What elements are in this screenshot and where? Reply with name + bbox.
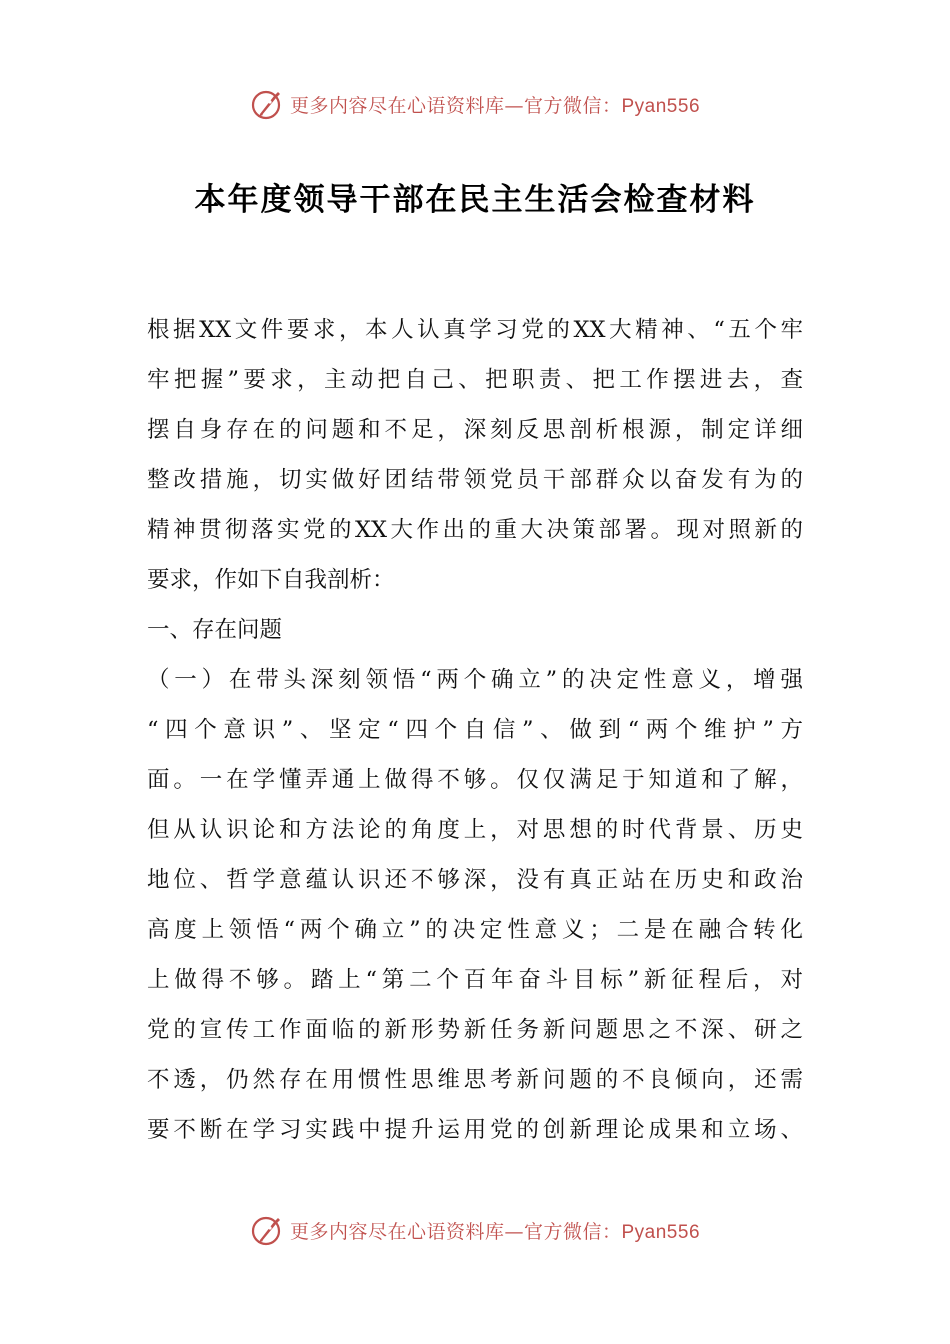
paragraph-line: 上做得不够。踏上“第二个百年奋斗目标”新征程后，对 xyxy=(147,967,803,993)
pen-nib-logo-icon xyxy=(250,86,286,122)
paragraph-line: 党的宣传工作面临的新形势新任务新问题思之不深、研之 xyxy=(147,1017,803,1043)
pen-nib-logo-icon xyxy=(250,1212,286,1248)
document-body xyxy=(147,305,803,1155)
section-heading: 一、存在问题 xyxy=(147,617,283,643)
paragraph-line: 牢把握”要求，主动把自己、把职责、把工作摆进去，查 xyxy=(147,367,803,393)
paragraph-line: 地位、哲学意蕴认识还不够深，没有真正站在历史和政治 xyxy=(147,867,803,893)
paragraph-line: 整改措施，切实做好团结带领党员干部群众以奋发有为的 xyxy=(147,467,803,493)
paragraph-line: 要不断在学习实践中提升运用党的创新理论成果和立场、 xyxy=(147,1117,803,1143)
paragraph-line: （一）在带头深刻领悟“两个确立”的决定性意义，增强 xyxy=(147,667,803,693)
footer-watermark-banner xyxy=(0,1208,950,1252)
paragraph-line: 但从认识论和方法论的角度上，对思想的时代背景、历史 xyxy=(147,817,803,843)
watermark-text: 更多内容尽在心语资料库—官方微信：Pyan556 xyxy=(289,94,701,117)
paragraph-line: 精神贯彻落实党的XX大作出的重大决策部署。现对照新的 xyxy=(147,517,803,543)
paragraph-line: 不透，仍然存在用惯性思维思考新问题的不良倾向，还需 xyxy=(147,1067,803,1093)
paragraph-line: 要求，作如下自我剖析： xyxy=(147,567,395,593)
paragraph-line: “四个意识”、坚定“四个自信”、做到“两个维护”方 xyxy=(147,717,803,743)
paragraph-line: 根据XX文件要求，本人认真学习党的XX大精神、“五个牢 xyxy=(147,317,803,343)
paragraph-line: 高度上领悟“两个确立”的决定性意义；二是在融合转化 xyxy=(147,917,803,943)
header-watermark-banner xyxy=(0,82,950,126)
paragraph-line: 面。一在学懂弄通上做得不够。仅仅满足于知道和了解， xyxy=(147,767,803,793)
paragraph-line: 摆自身存在的问题和不足，深刻反思剖析根源，制定详细 xyxy=(147,417,803,443)
document-title: 本年度领导干部在民主生活会检查材料 xyxy=(194,182,756,218)
watermark-text: 更多内容尽在心语资料库—官方微信：Pyan556 xyxy=(289,1220,701,1243)
